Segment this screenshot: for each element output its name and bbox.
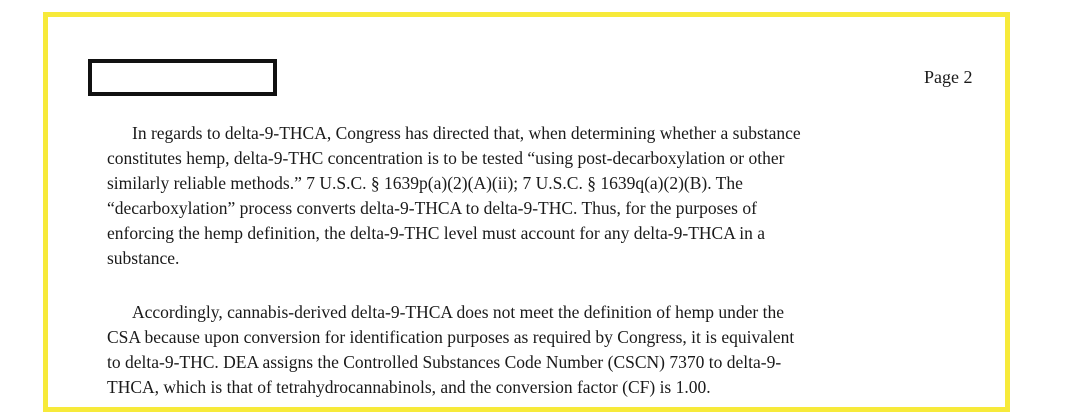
paragraph-line: to delta-9-THC. DEA assigns the Controlled Substances Code Number (CSCN) 7370 to delta-9-: [107, 352, 782, 372]
paragraph-2: [107, 300, 1007, 400]
paragraph-line: In regards to delta-9-THCA, Congress has directed that, when determining whether a substance: [132, 123, 801, 143]
paragraph-line: enforcing the hemp definition, the delta-9-THC level must account for any delta-9-THCA in a: [107, 223, 765, 243]
paragraph-line: similarly reliable methods.” 7 U.S.C. § 1639p(a)(2)(A)(ii); 7 U.S.C. § 1639q(a)(2)(B). The: [107, 173, 743, 193]
paragraph-line: constitutes hemp, delta-9-THC concentration is to be tested “using post-decarboxylation or other: [107, 148, 785, 168]
redacted-header-box: [88, 59, 277, 96]
paragraph-line: substance.: [107, 248, 180, 268]
paragraph-line: THCA, which is that of tetrahydrocannabinols, and the conversion factor (CF) is 1.00.: [107, 377, 711, 397]
page-number: Page 2: [924, 67, 973, 87]
paragraph-line: CSA because upon conversion for identification purposes as required by Congress, it is equivalent: [107, 327, 795, 347]
paragraph-1: [107, 121, 1007, 271]
paragraph-line: Accordingly, cannabis-derived delta-9-THCA does not meet the definition of hemp under the: [132, 302, 785, 322]
document-frame: [43, 12, 1010, 412]
paragraph-line: “decarboxylation” process converts delta-9-THCA to delta-9-THC. Thus, for the purposes of: [107, 198, 757, 218]
